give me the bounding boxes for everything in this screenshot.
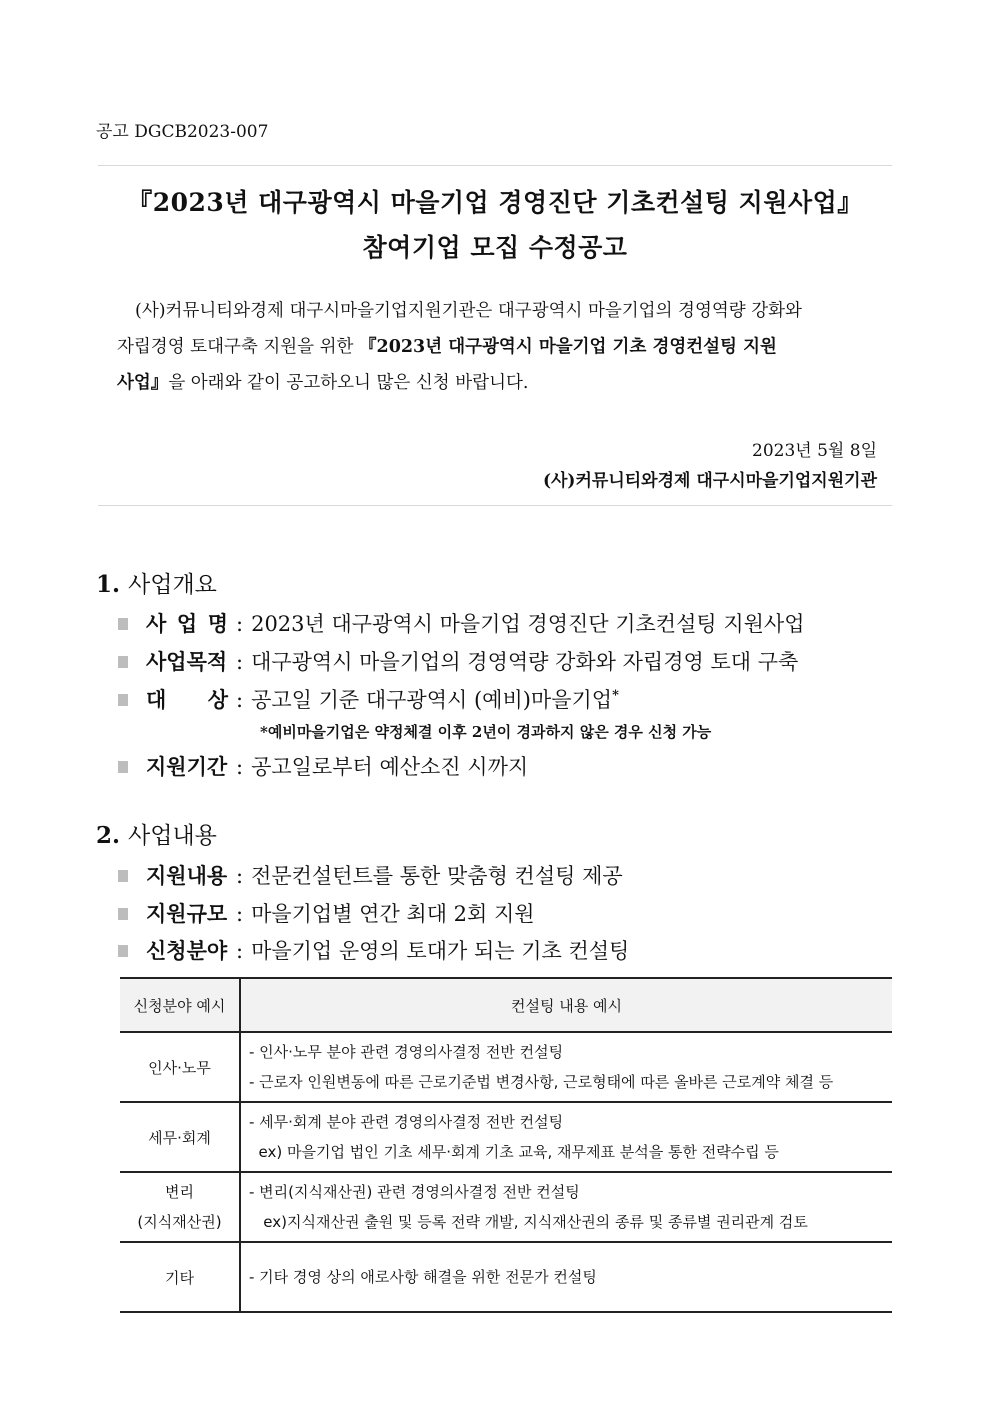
table-cell-field (120, 1242, 240, 1312)
square-bullet-icon (118, 761, 128, 773)
overview-item: 사 업 명 : 2023년 대구광역시 마을기업 경영진단 기초컨설팅 지원사업 (118, 608, 804, 638)
content-line: ex) 마을기업 법인 기초 세무·회계 기초 교육, 재무제표 분석을 통한 전략수립 등 (249, 1143, 779, 1161)
divider-top (98, 165, 892, 166)
table-cell-field (120, 1172, 240, 1242)
intro-program-name: 『2023년 대구광역시 마을기업 기초 경영컨설팅 지원 (359, 337, 777, 357)
content-item: 신청분야 : 마을기업 운영의 토대가 되는 기초 컨설팅 (118, 935, 629, 965)
intro-text-end: 을 아래와 같이 공고하오니 많은 신청 바랍니다. (168, 373, 529, 393)
item-value: 마을기업별 연간 최대 2회 지원 (251, 902, 535, 926)
table-header-row (120, 978, 892, 1032)
intro-paragraph (117, 293, 877, 401)
overview-item: 지원기간 : 공고일로부터 예산소진 시까지 (118, 751, 528, 781)
content-line: - 세무·회계 분야 관련 경영의사결정 전반 컨설팅 (249, 1113, 564, 1131)
item-label: 지원내용 (146, 863, 228, 888)
item-value: 공고일로부터 예산소진 시까지 (251, 755, 529, 779)
intro-line-2 (117, 329, 877, 365)
content-line: - 변리(지식재산권) 관련 경영의사결정 전반 컨설팅 (249, 1183, 580, 1201)
table-cell-content (240, 1172, 892, 1242)
item-value: 마을기업 운영의 토대가 되는 기초 컨설팅 (251, 939, 630, 963)
table-row (120, 1102, 892, 1172)
section-2-heading (96, 817, 217, 850)
field-name: 변리 (165, 1183, 194, 1201)
intro-line-3 (117, 365, 877, 401)
square-bullet-icon (118, 656, 128, 668)
divider-bottom (98, 505, 892, 506)
overview-item: 대 상 : 공고일 기준 대구광역시 (예비)마을기업* (118, 684, 619, 714)
page-subtitle: 참여기업 모집 수정공고 (362, 233, 628, 262)
organization-name: (사)커뮤니티와경제 대구시마을기업지원기관 (542, 471, 877, 491)
field-name: 기타 (165, 1268, 194, 1287)
field-name: 세무·회계 (148, 1128, 211, 1147)
table-row (120, 1172, 892, 1242)
content-line: ex)지식재산권 출원 및 등록 전략 개발, 지식재산권의 종류 및 종류별 권리관계 검토 (249, 1213, 808, 1231)
field-name: 인사·노무 (148, 1058, 211, 1077)
table-cell-content (240, 1032, 892, 1102)
item-label: 지원기간 (146, 754, 228, 779)
field-name-sub: (지식재산권) (137, 1213, 222, 1231)
footnote-mark: * (612, 688, 619, 703)
section-1-title: 사업개요 (128, 572, 217, 598)
item-label: 사업목적 (146, 649, 228, 674)
item-label: 대 상 (146, 687, 228, 712)
notice-number: 공고 DGCB2023-007 (96, 122, 269, 142)
square-bullet-icon (118, 945, 128, 957)
notice-date: 2023년 5월 8일 (752, 441, 877, 461)
overview-item: 사업목적 : 대구광역시 마을기업의 경영역량 강화와 자립경영 토대 구축 (118, 646, 798, 676)
table-cell-content (240, 1242, 892, 1312)
item-label: 신청분야 (146, 938, 228, 963)
eligibility-note: *예비마을기업은 약정체결 이후 2년이 경과하지 않은 경우 신청 가능 (260, 723, 712, 741)
intro-text: 자립경영 토대구축 지원을 위한 (117, 337, 360, 357)
content-line: - 근로자 인원변동에 따른 근로기준법 변경사항, 근로형태에 따른 올바른 근로계약 체결 등 (249, 1073, 834, 1091)
table-cell-content (240, 1102, 892, 1172)
table-header-field: 신청분야 예시 (120, 978, 240, 1032)
item-value: 2023년 대구광역시 마을기업 경영진단 기초컨설팅 지원사업 (251, 612, 805, 636)
section-1-number: 1. (96, 571, 121, 598)
section-2-title: 사업내용 (128, 823, 217, 849)
content-item: 지원내용 : 전문컨설턴트를 통한 맞춤형 컨설팅 제공 (118, 860, 623, 890)
content-line: - 인사·노무 분야 관련 경영의사결정 전반 컨설팅 (249, 1043, 564, 1061)
page-title: 『2023년 대구광역시 마을기업 경영진단 기초컨설팅 지원사업』 (127, 188, 863, 217)
item-value: 대구광역시 마을기업의 경영역량 강화와 자립경영 토대 구축 (251, 650, 799, 674)
intro-line-1: (사)커뮤니티와경제 대구시마을기업지원기관은 대구광역시 마을기업의 경영역량 강화와 (135, 301, 802, 321)
item-label: 사 업 명 (146, 611, 228, 636)
square-bullet-icon (118, 694, 128, 706)
consulting-examples-table (120, 977, 892, 1313)
square-bullet-icon (118, 618, 128, 630)
section-1-heading (96, 566, 217, 599)
square-bullet-icon (118, 908, 128, 920)
table-cell-field (120, 1102, 240, 1172)
item-label: 지원규모 (146, 901, 228, 926)
square-bullet-icon (118, 870, 128, 882)
table-row (120, 1032, 892, 1102)
table-cell-field (120, 1032, 240, 1102)
content-line: - 기타 경영 상의 애로사항 해결을 위한 전문가 컨설팅 (249, 1268, 597, 1286)
item-value: 전문컨설턴트를 통한 맞춤형 컨설팅 제공 (251, 864, 623, 888)
table-row (120, 1242, 892, 1312)
section-2-number: 2. (96, 822, 121, 849)
item-value: 공고일 기준 대구광역시 (예비)마을기업 (251, 688, 613, 712)
content-item: 지원규모 : 마을기업별 연간 최대 2회 지원 (118, 898, 535, 928)
table-header-content: 컨설팅 내용 예시 (240, 978, 892, 1032)
intro-program-name-end: 사업』 (117, 373, 169, 393)
